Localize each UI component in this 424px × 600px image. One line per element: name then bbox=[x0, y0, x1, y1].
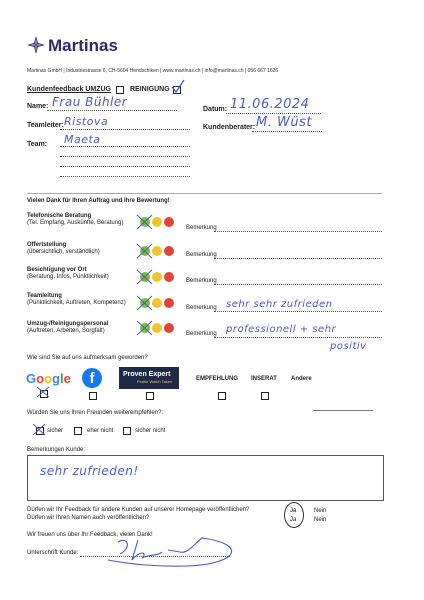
eher-nicht-label: eher nicht bbox=[87, 428, 114, 434]
andere-label: Andere bbox=[291, 376, 312, 382]
rating-row bbox=[27, 267, 109, 281]
name-field[interactable]: Frau Bühler bbox=[52, 95, 128, 109]
brand-name: Martinas bbox=[48, 36, 118, 55]
sad-icon[interactable] bbox=[164, 323, 174, 333]
rating-subtitle: (Beratung, Infos, Pünktlichkeit) bbox=[27, 274, 109, 280]
sad-icon[interactable] bbox=[164, 272, 174, 282]
kundenberater-label: Kundenberater: bbox=[203, 124, 256, 131]
cross-mark-icon bbox=[36, 386, 50, 398]
sicher-nicht-checkbox[interactable] bbox=[123, 427, 131, 435]
comment-label: Bemerkung bbox=[186, 252, 217, 258]
rating-subtitle: (Auftreten, Arbeiten, Sorgfalt) bbox=[27, 328, 105, 334]
empfehlung-label: EMPFEHLUNG bbox=[196, 376, 238, 382]
thanks-text: Vielen Dank für Ihren Auftrag und Ihre Bewertung! bbox=[27, 198, 170, 204]
check-mark-icon bbox=[170, 79, 186, 95]
form-title: Kundenfeedback UMZUG bbox=[27, 86, 112, 93]
rating-title: Besichtigung vor Ort bbox=[27, 267, 87, 273]
signature-label: Unterschrift Kunde: bbox=[27, 550, 79, 556]
closing-text: Wir freuen uns über Ihr Feedback, vielen Dank! bbox=[27, 532, 153, 538]
team-field[interactable]: Maeta bbox=[64, 133, 101, 146]
sad-icon[interactable] bbox=[164, 217, 174, 227]
remarks-box[interactable] bbox=[27, 455, 384, 501]
teamleiter-field[interactable]: Ristova bbox=[64, 115, 109, 128]
sad-icon[interactable] bbox=[164, 246, 174, 256]
google-logo: Google bbox=[26, 371, 71, 386]
cross-mark-icon bbox=[136, 320, 154, 336]
remarks-label: Bemerkungen Kunde: bbox=[27, 447, 86, 453]
comment-label: Bemerkung bbox=[186, 331, 217, 337]
company-address: Martinas GmbH | Industriestrasse 6, CH-5604 Hendschiken | www.martinas.ch | info@martinas.ch | 056 667 1626 bbox=[27, 68, 279, 74]
umzug-checkbox[interactable] bbox=[116, 86, 124, 94]
rating-subtitle: (Pünktlichkeit, Auftreten, Kompetenz) bbox=[27, 300, 126, 306]
teamleiter-label: Teamleiter: bbox=[27, 122, 64, 129]
cross-mark-icon bbox=[136, 243, 154, 259]
rating-subtitle: (Tel. Empfang, Auskünfte, Beratung) bbox=[27, 220, 124, 226]
sad-icon[interactable] bbox=[164, 298, 174, 308]
rating-title: Umzug-/Reinigungspersonal bbox=[27, 321, 109, 327]
comment-field-continued[interactable]: positiv bbox=[330, 341, 367, 352]
reinigung-label: REINIGUNG bbox=[130, 86, 170, 93]
facebook-logo-icon: f bbox=[82, 368, 102, 388]
rating-row bbox=[27, 321, 108, 335]
ja-circle-mark bbox=[284, 502, 304, 528]
rating-title: Telefonische Beratung bbox=[27, 213, 92, 219]
comment-field[interactable]: sehr sehr zufrieden bbox=[226, 299, 333, 310]
cross-mark-icon bbox=[32, 423, 46, 436]
recommend-question: Würden Sie uns Ihren Freunden weiterempfehlen?: bbox=[27, 410, 164, 416]
cross-mark-icon bbox=[136, 295, 154, 311]
publish-question-feedback: Dürfen wir Ihr Feedback für andere Kunden auf unserer Homepage veröffentlichen? bbox=[27, 507, 250, 513]
rating-row bbox=[27, 213, 123, 227]
source-question: Wie sind Sie auf uns aufmerksam geworden? bbox=[27, 355, 148, 361]
datum-field[interactable]: 11.06.2024 bbox=[230, 97, 310, 112]
rating-row bbox=[27, 242, 100, 256]
facebook-checkbox[interactable] bbox=[89, 392, 97, 400]
comment-label: Bemerkung bbox=[186, 278, 217, 284]
rating-title: Teamleitung bbox=[27, 293, 62, 299]
rating-row bbox=[27, 293, 126, 307]
rating-subtitle: (übersichtlich, verständlich) bbox=[27, 249, 100, 255]
remarks-text: sehr zufrieden! bbox=[40, 464, 139, 478]
inserat-checkbox[interactable] bbox=[261, 392, 269, 400]
publish-name-ja[interactable]: Ja bbox=[290, 517, 297, 523]
comment-field[interactable]: professionell + sehr bbox=[226, 324, 337, 335]
kundenberater-field[interactable]: M. Wüst bbox=[256, 115, 312, 130]
provenexpert-checkbox[interactable] bbox=[146, 392, 154, 400]
publish-question-name: Dürfen wir Ihren Namen auch veröffentlichen? bbox=[27, 515, 150, 521]
martinas-logo-icon bbox=[27, 36, 45, 54]
datum-label: Datum: bbox=[203, 106, 228, 113]
provenexpert-logo: Proven Expert Profile Watch Taken bbox=[119, 367, 179, 389]
sicher-label: sicher bbox=[47, 428, 64, 434]
publish-feedback-nein[interactable]: Nein bbox=[314, 508, 327, 514]
rating-title: Offertstellung bbox=[27, 242, 67, 248]
eher-nicht-checkbox[interactable] bbox=[74, 427, 82, 435]
comment-label: Bemerkung bbox=[186, 225, 217, 231]
comment-label: Bemerkung bbox=[186, 305, 217, 311]
publish-feedback-ja[interactable]: Ja bbox=[290, 508, 297, 514]
customer-signature[interactable] bbox=[98, 530, 258, 570]
andere-field[interactable] bbox=[313, 410, 373, 411]
empfehlung-checkbox[interactable] bbox=[218, 392, 226, 400]
name-label: Name: bbox=[27, 103, 49, 110]
sicher-nicht-label: sicher nicht bbox=[135, 428, 166, 434]
cross-mark-icon bbox=[136, 214, 154, 230]
inserat-label: INSERAT bbox=[251, 376, 277, 382]
team-label: Team: bbox=[27, 141, 48, 148]
publish-name-nein[interactable]: Nein bbox=[314, 517, 327, 523]
cross-mark-icon bbox=[136, 269, 154, 285]
